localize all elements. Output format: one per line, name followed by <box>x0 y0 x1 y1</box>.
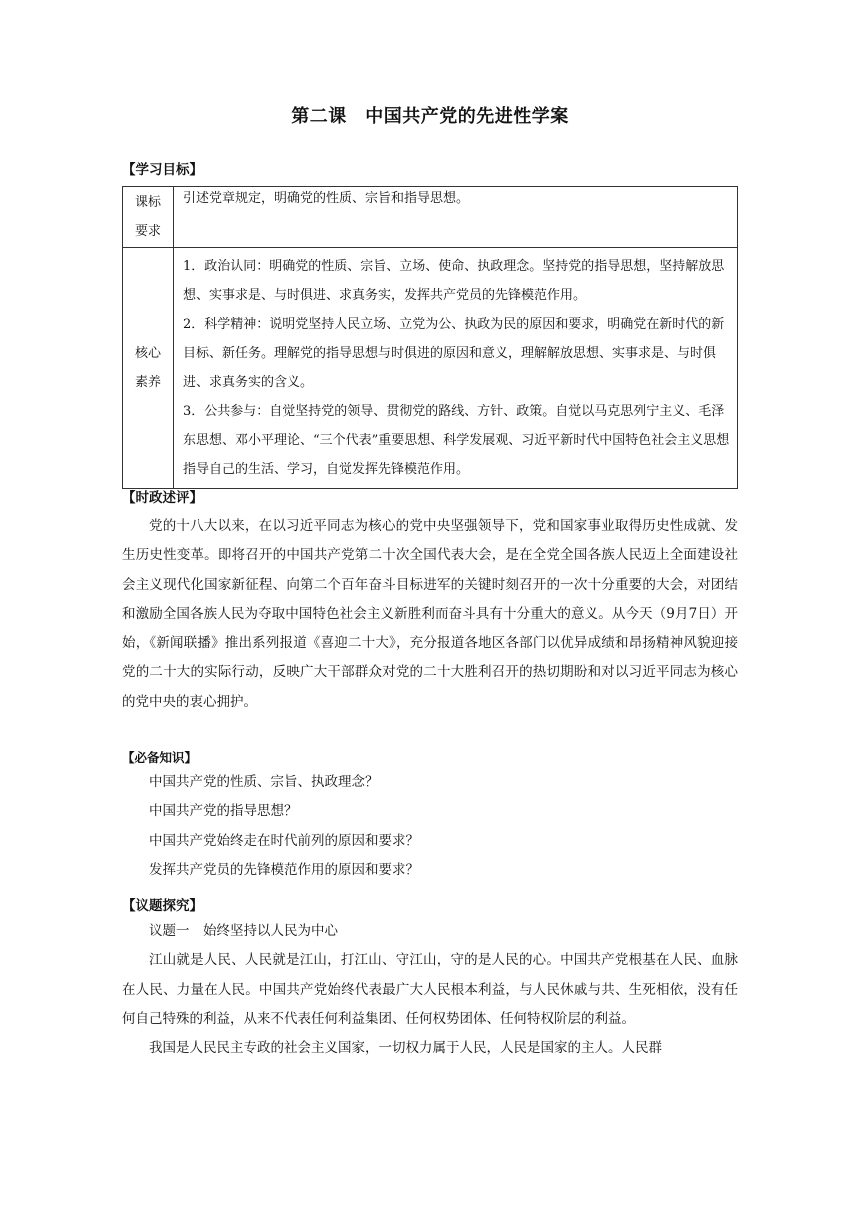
explore-paragraph: 江山就是人民、人民就是江山，打江山、守江山，守的是人民的心。中国共产党根基在人民、血脉在人民、力量在人民。中国共产党始终代表最广大人民根本利益，与人民休戚与共、生死相依，没有任何自己特殊的利益，从来不代表任何利益集团、任何权势团体、任何特权阶层的利益。 <box>122 952 738 1027</box>
literacy-item: 3．公共参与：自觉坚持党的领导、贯彻党的路线、方针、政策。自觉以马克思列宁主义、毛泽东思想、邓小平理论、“三个代表”重要思想、科学发展观、习近平新时代中国特色社会主义思想指导自己的生活、学习，自觉发挥先锋模范作用。 <box>183 404 730 477</box>
goals-row-standard <box>123 187 738 248</box>
news-paragraph: 党的十八大以来，在以习近平同志为核心的党中央坚强领导下，党和国家事业取得历史性成就、发生历史性变革。即将召开的中国共产党第二十次全国代表大会，是在全党全国各族人民迈上全面建设社会主义现代化国家新征程、向第二个百年奋斗目标进军的关键时刻召开的一次十分重要的大会，对团结和激励全国各族人民为夺取中国特色社会主义新胜利而奋斗具有十分重大的意义。从今天（9月7日）开始，《新闻联播》推出系列报道《喜迎二十大》，充分报道各地区各部门以优异成绩和昂扬精神风貌迎接党的二十大的实际行动，反映广大干部群众对党的二十大胜利召开的热切期盼和对以习近平同志为核心的党中央的衷心拥护。 <box>122 518 738 710</box>
goals-head-literacy: 核心素养 <box>123 248 174 489</box>
knowledge-question: 中国共产党始终走在时代前列的原因和要求？ <box>149 832 419 849</box>
topic-heading: 议题一 始终坚持以人民为中心 <box>149 923 338 939</box>
section-label-news: 【时政述评】 <box>122 490 203 506</box>
news-commentary <box>122 512 738 717</box>
goals-row-literacy <box>123 248 738 489</box>
literacy-item: 2．科学精神：说明党坚持人民立场、立党为公、执政为民的原因和要求，明确党在新时代的新目标、新任务。理解党的指导思想与时俱进的原因和意义，理解解放思想、实事求是、与时俱进、求真务实的含义。 <box>183 317 725 390</box>
knowledge-question-list <box>149 768 419 885</box>
explore-paragraph: 我国是人民民主专政的社会主义国家，一切权力属于人民，人民是国家的主人。人民群 <box>149 1040 662 1057</box>
goals-text-standard: 引述党章规定，明确党的性质、宗旨和指导思想。 <box>174 187 738 248</box>
literacy-item: 1．政治认同：明确党的性质、宗旨、立场、使命、执政理念。坚持党的指导思想，坚持解放思想、实事求是、与时俱进、求真务实，发挥共产党员的先锋模范作用。 <box>183 259 725 303</box>
goals-head-standard: 课标要求 <box>123 187 174 248</box>
section-label-knowledge: 【必备知识】 <box>122 750 198 765</box>
explore-section <box>122 917 738 1063</box>
page-title: 第二课 中国共产党的先进性学案 <box>291 106 569 127</box>
knowledge-question: 中国共产党的性质、宗旨、执政理念？ <box>149 774 379 790</box>
section-label-explore: 【议题探究】 <box>122 898 203 914</box>
goals-table <box>122 186 738 489</box>
goals-literacy-list <box>174 248 738 489</box>
knowledge-question: 发挥共产党员的先锋模范作用的原因和要求？ <box>149 861 419 878</box>
section-label-goals: 【学习目标】 <box>122 162 203 178</box>
knowledge-question: 中国共产党的指导思想？ <box>149 803 298 820</box>
